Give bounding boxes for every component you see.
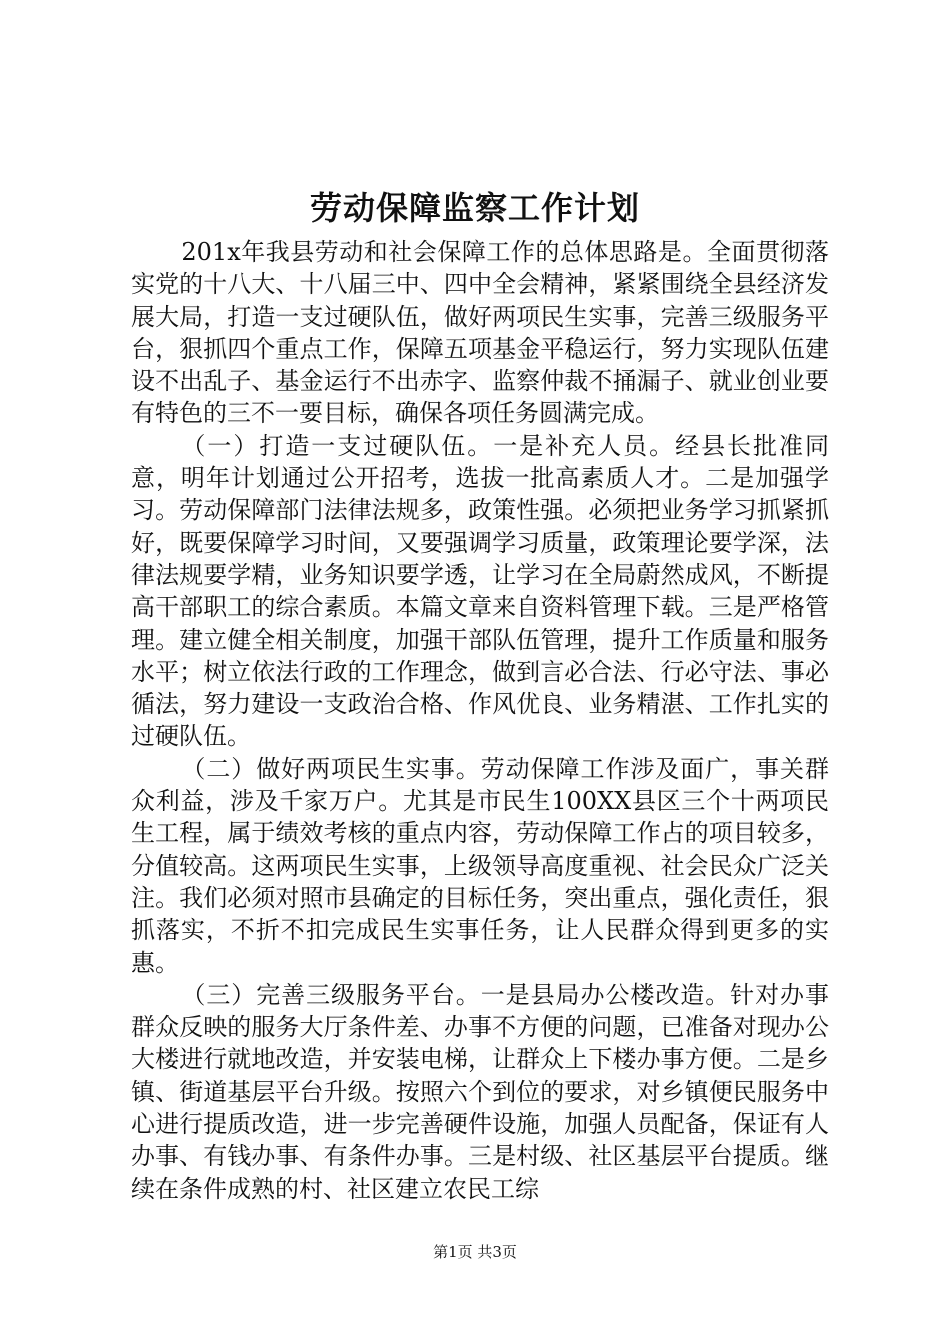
- page-footer: 第1页 共3页: [433, 1243, 517, 1261]
- document-body: [131, 236, 829, 1205]
- paragraph-intro: 201x年我县劳动和社会保障工作的总体思路是。全面贯彻落实党的十八大、十八届三中、四中全会精神，紧紧围绕全县经济发展大局，打造一支过硬队伍，做好两项民生实事，完善三级服务平台，狠抓四个重点工作，保障五项基金平稳运行，努力实现队伍建设不出乱子、基金运行不出赤字、监察仲裁不捅漏子、就业创业要有特色的三不一要目标，确保各项任务圆满完成。: [131, 238, 829, 428]
- paragraph-section-2: （二）做好两项民生实事。劳动保障工作涉及面广，事关群众利益，涉及千家万户。尤其是市民生100XX县区三个十两项民生工程，属于绩效考核的重点内容，劳动保障工作占的项目较多，分值较高。这两项民生实事，上级领导高度重视、社会民众广泛关注。我们必须对照市县确定的目标任务，突出重点，强化责任，狠抓落实，不折不扣完成民生实事任务，让人民群众得到更多的实惠。: [131, 754, 829, 977]
- paragraph-section-3: （三）完善三级服务平台。一是县局办公楼改造。针对办事群众反映的服务大厅条件差、办事不方便的问题，已准备对现办公大楼进行就地改造，并安装电梯，让群众上下楼办事方便。二是乡镇、街道基层平台升级。按照六个到位的要求，对乡镇便民服务中心进行提质改造，进一步完善硬件设施，加强人员配备，保证有人办事、有钱办事、有条件办事。三是村级、社区基层平台提质。继续在条件成熟的村、社区建立农民工综: [131, 980, 829, 1203]
- document-title: 劳动保障监察工作计划: [309, 189, 640, 227]
- paragraph-section-1: （一）打造一支过硬队伍。一是补充人员。经县长批准同意，明年计划通过公开招考，选拔一批高素质人才。二是加强学习。劳动保障部门法律法规多，政策性强。必须把业务学习抓紧抓好，既要保障学习时间，又要强调学习质量，政策理论要学深，法律法规要学精，业务知识要学透，让学习在全局蔚然成风，不断提高干部职工的综合素质。本篇文章来自资料管理下载。三是严格管理。建立健全相关制度，加强干部队伍管理，提升工作质量和服务水平；树立依法行政的工作理念，做到言必合法、行必守法、事必循法，努力建设一支政治合格、作风优良、业务精湛、工作扎实的过硬队伍。: [131, 431, 829, 751]
